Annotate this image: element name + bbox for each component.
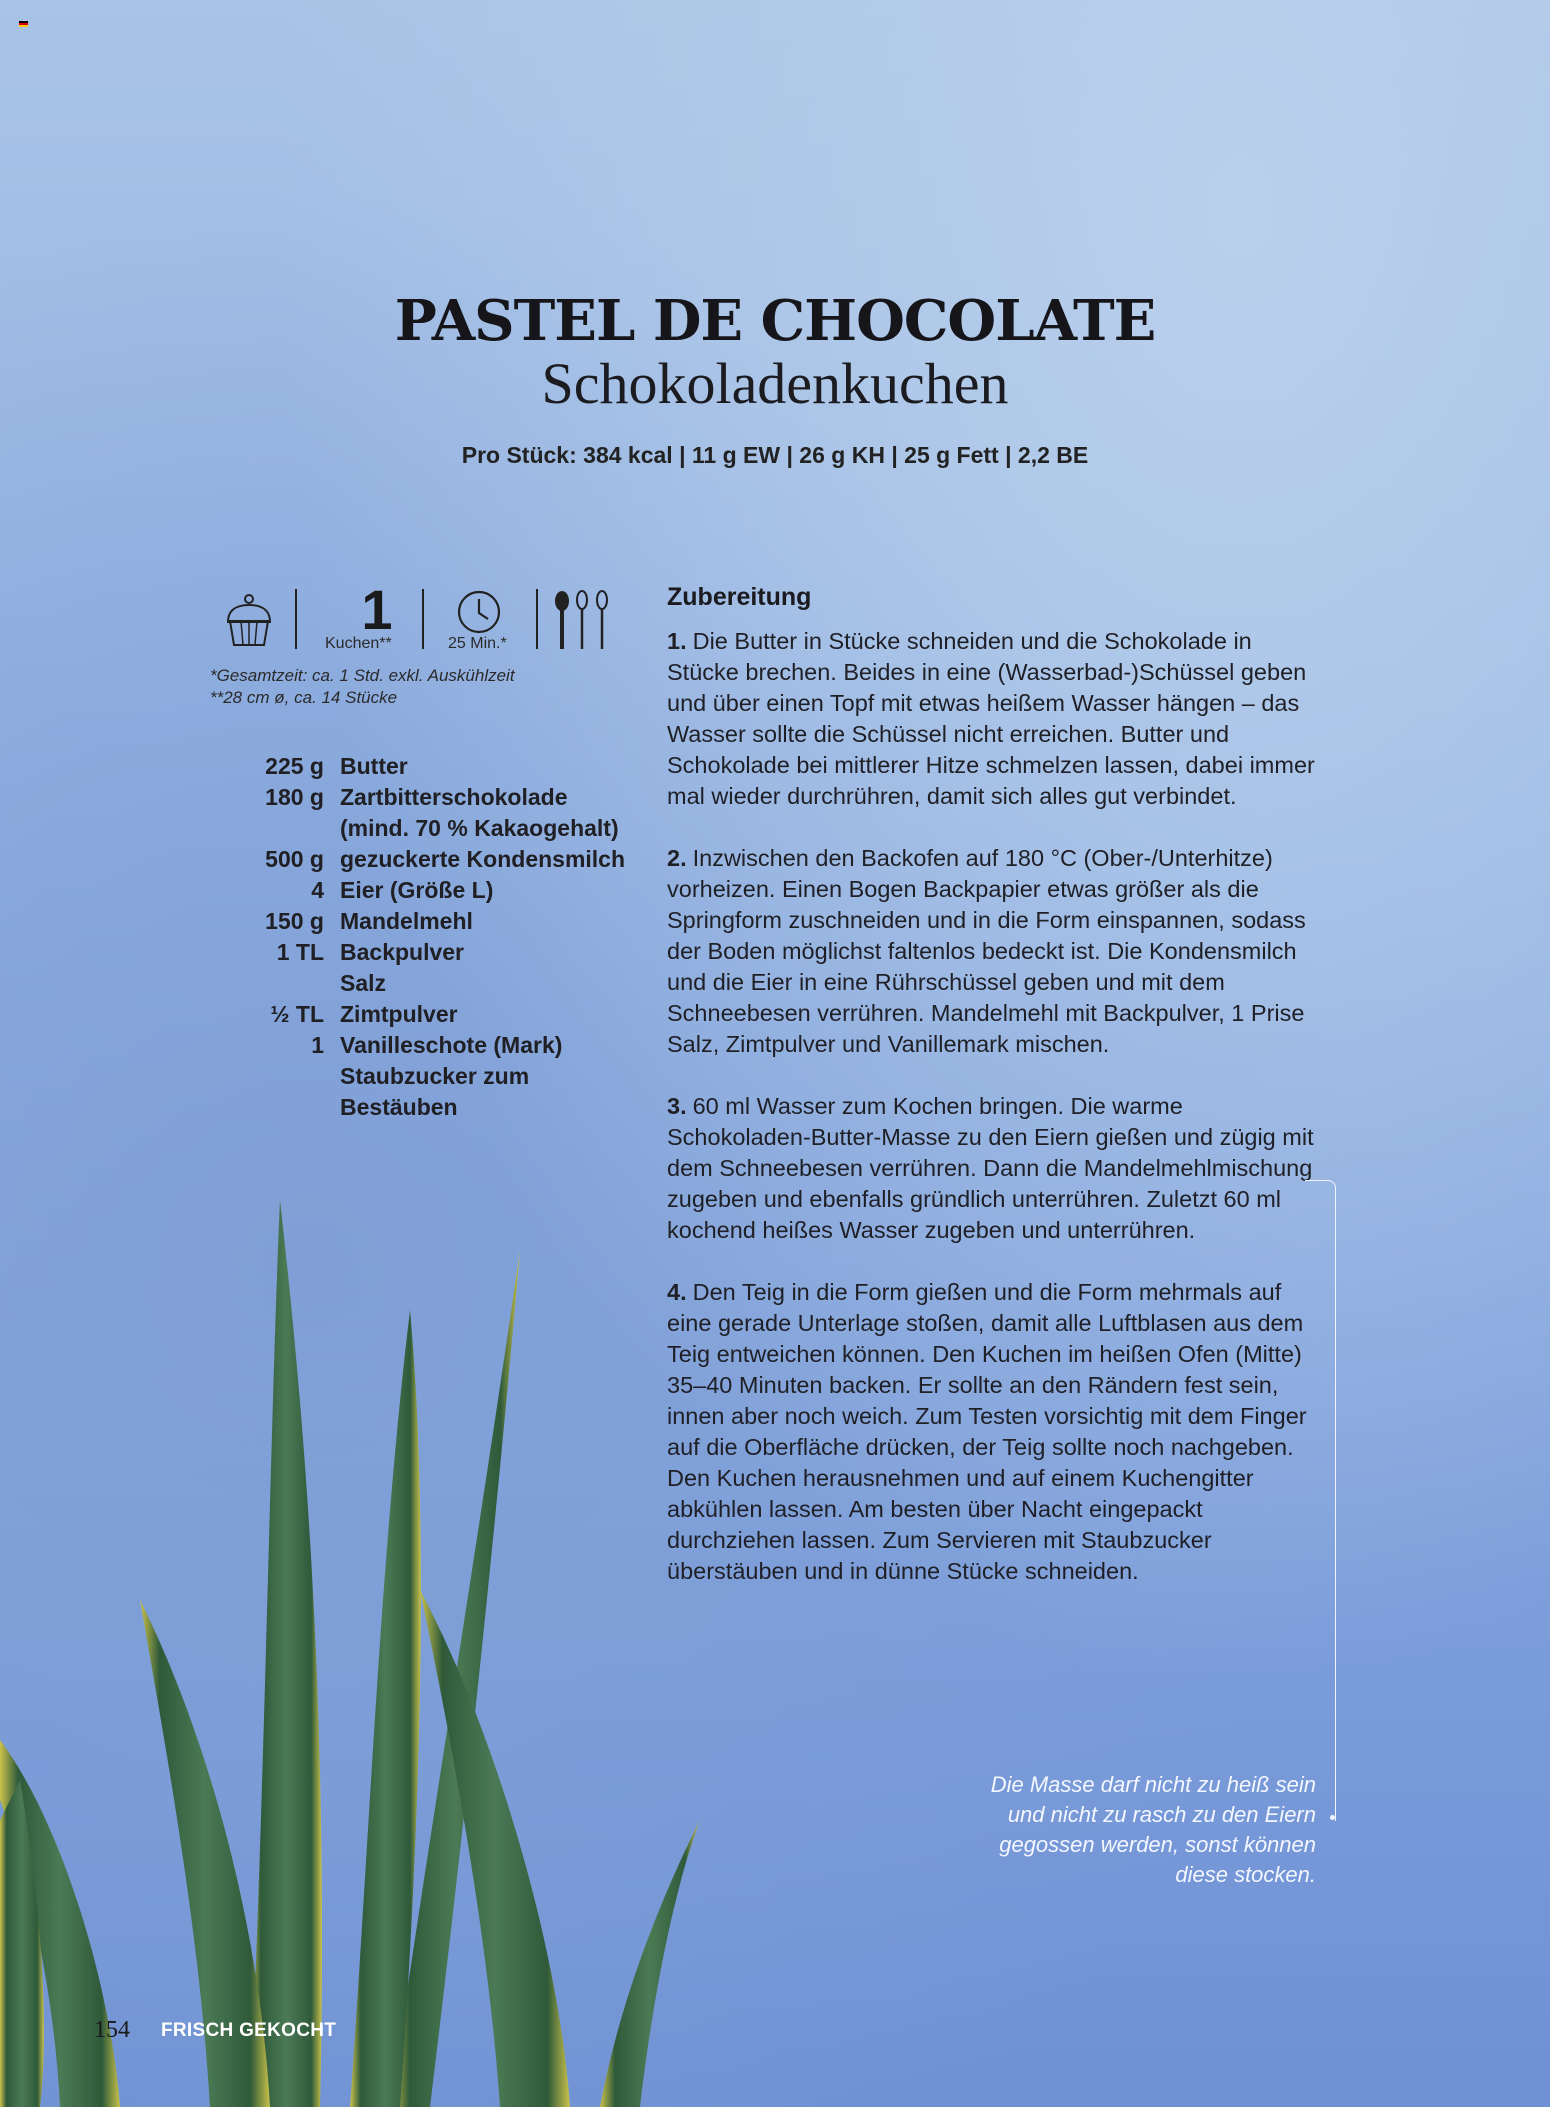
ingredient-name: Eier (Größe L) [340,877,494,903]
step-text: Die Butter in Stücke schneiden und die Schokolade in Stücke brechen. Beides in eine (Wasserbad-)Schüssel geben und über einen Topf mit etwas heißem Wasser hängen – das Wasser sollte die Schüssel nicht erreichen. Butter und Schokolade bei mittlerer Hitze schmelzen lassen, dabei immer mal wieder durchrühren, damit sich alles gut verbindet. [667,628,1315,809]
ingredient-name: Bestäuben [340,1094,458,1120]
tip-connector-line [1305,1180,1336,1821]
ingredient-row [230,906,650,937]
ingredient-qty [230,1092,340,1123]
info-footnotes [210,665,515,709]
preparation-section [667,583,1327,1618]
snake-plant-image [0,1180,720,2107]
ingredient-name: Staubzucker zum [340,1063,530,1089]
ingredient-name: (mind. 70 % Kakaogehalt) [340,815,619,841]
ingredient-row [230,937,650,968]
cutlery-icon [552,589,616,653]
ingredient-row [230,813,650,844]
footnote-time: *Gesamtzeit: ca. 1 Std. exkl. Auskühlzeit [210,666,515,685]
nutrition-info: Pro Stück: 384 kcal | 11 g EW | 26 g KH | 25 g Fett | 2,2 BE [461,442,1089,468]
language-flag-icon [19,21,28,27]
ingredient-name: Vanilleschote (Mark) [340,1032,563,1058]
ingredient-row [230,1061,650,1092]
ingredient-qty: 225 g [265,753,324,779]
preparation-step [667,1277,1327,1587]
preparation-heading: Zubereitung [667,583,812,611]
preparation-step [667,1091,1327,1246]
ingredient-row [230,875,650,906]
preparation-step [667,843,1327,1060]
ingredient-row [230,782,650,813]
ingredient-name: Butter [340,753,408,779]
ingredient-name: Salz [340,970,387,996]
cupcake-icon [224,591,274,649]
ingredient-qty: 150 g [265,908,324,934]
tip-connector-dot [1330,1815,1335,1820]
step-number: 1. [667,628,687,654]
ingredient-row [230,1092,650,1123]
tip-note: Die Masse darf nicht zu heiß sein und nicht zu rasch zu den Eiern gegossen werden, sonst können diese stocken. [990,1772,1316,1887]
yield-label: Kuchen** [325,635,392,652]
ingredient-row [230,1030,650,1061]
ingredient-qty: 1 [311,1032,324,1058]
footnote-size: **28 cm ø, ca. 14 Stücke [210,688,398,707]
section-title: FRISCH GEKOCHT [161,2020,337,2041]
ingredient-name: Zimtpulver [340,1001,458,1027]
step-text: Den Teig in die Form gießen und die Form mehrmals auf eine gerade Unterlage stoßen, damit alle Luftblasen aus dem Teig entweichen können. Den Kuchen im heißen Ofen (Mitte) 35–40 Minuten backen. Er sollte an den Rändern fest sein, innen aber noch weich. Zum Testen vorsichtig mit dem Finger auf die Oberfläche drücken, der Teig sollte noch nachgeben. Den Kuchen herausnehmen und auf einem Kuchengitter abkühlen lassen. Am besten über Nacht eingepackt durchziehen lassen. Zum Servieren mit Staubzucker überstäuben und in dünne Stücke schneiden. [667,1279,1307,1584]
page-number: 154 [94,2017,130,2043]
ingredient-row [230,844,650,875]
step-number: 3. [667,1093,687,1119]
recipe-info-bar [220,578,620,655]
ingredient-qty: 1 TL [276,939,324,965]
ingredient-name: Backpulver [340,939,465,965]
ingredient-qty [230,968,340,999]
ingredient-name: Zartbitterschokolade [340,784,568,810]
step-number: 4. [667,1279,687,1305]
step-text: Inzwischen den Backofen auf 180 °C (Ober-/Unterhitze) vorheizen. Einen Bogen Backpapier etwas größer als die Springform zuschneiden und in die Form einspannen, sodass der Boden möglichst faltenlos bedeckt ist. Die Kondensmilch und die Eier in eine Rührschüssel geben und mit dem Schneebesen verrühren. Mandelmehl mit Backpulver, 1 Prise Salz, Zimtpulver und Vanillemark mischen. [667,845,1306,1057]
ingredient-qty: ½ TL [270,1001,324,1027]
ingredient-row [230,968,650,999]
ingredient-name: Mandelmehl [340,908,473,934]
preparation-step [667,626,1327,812]
recipe-subtitle: Schokoladenkuchen [541,351,1009,416]
ingredient-row [230,999,650,1030]
recipe-title: PASTEL DE CHOCOLATE [394,288,1156,354]
ingredient-row [230,751,650,782]
step-number: 2. [667,845,687,871]
ingredient-qty [230,1061,340,1092]
ingredient-list [230,751,650,1123]
ingredient-qty [230,813,340,844]
time-label: 25 Min.* [448,635,507,652]
ingredient-qty: 180 g [265,784,324,810]
ingredient-name: gezuckerte Kondensmilch [340,846,626,872]
ingredient-qty: 500 g [265,846,324,872]
ingredient-qty: 4 [311,877,324,903]
step-text: 60 ml Wasser zum Kochen bringen. Die warme Schokoladen-Butter-Masse zu den Eiern gießen und zügig mit dem Schneebesen verrühren. Dann die Mandelmehlmischung zugeben und ebenfalls gründlich unterrühren. Zuletzt 60 ml kochend heißes Wasser zugeben und unterrühren. [667,1093,1314,1243]
yield-number: 1 [361,578,393,641]
clock-icon [456,589,502,635]
